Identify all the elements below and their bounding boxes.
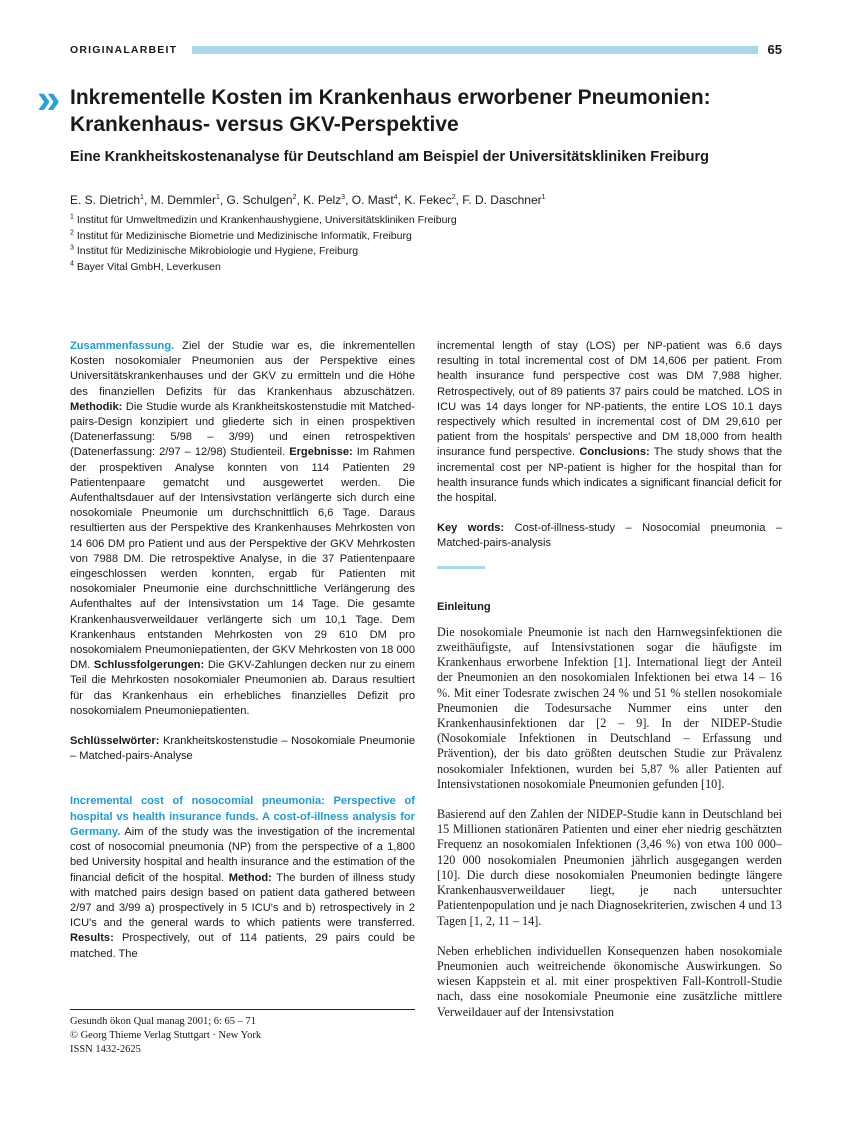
page-number: 65: [767, 42, 782, 57]
author-affiliation-ref: 2: [451, 194, 456, 201]
abstract-conclusions-text: Die GKV-Zahlungen decken nur zu einem Teil die Mehrkosten nosokomialer Pneumonien ab. Daraus resultiert für das Krankenhaus ein erhebliches finanzielles Defizit pro nosokomialem Pneumoniepatienten.: [70, 659, 415, 717]
abstract-english-start: [70, 794, 415, 961]
abstract-conclusions-label-en: Conclusions:: [579, 446, 650, 459]
keywords-label: Schlüsselwörter:: [70, 735, 160, 748]
publication-footer: [70, 1009, 415, 1057]
affiliation-item: $^3$ Institut für Medizinische Mikrobiologie und Hygiene, Freiburg: [70, 244, 359, 257]
article-title: Inkrementelle Kosten im Krankenhaus erworbener Pneumonien: Krankenhaus- versus GKV-Perspektive: [70, 86, 711, 136]
abstract-results-label: Ergebnisse:: [289, 446, 353, 459]
author-affiliation-ref: 1: [541, 194, 546, 201]
citation: Gesundh ökon Qual manag 2001; 6: 65 – 71: [70, 1016, 257, 1027]
author-affiliation-ref: 1: [140, 194, 144, 201]
abstract-method-text: Die Studie wurde als Krankheitskostenstudie mit Matched-pairs-Design konzipiert und gliederte sich in einen prospektiven (Datenerfassung: 5/98 – 3/99) und einen retrospektiven (Datenerfassung: 2/97 – 12/98) Studienteil.: [70, 400, 415, 459]
abstract-method-label: Methodik:: [70, 400, 123, 413]
article-subtitle: Eine Krankheitskostenanalyse für Deutschland am Beispiel der Universitätskliniken Freiburg: [70, 149, 710, 165]
abstract-conclusions-text-en: The study shows that the incremental cost per NP-patient is higher for the hospital than for health insurance funds which indicates a significant financial deficit for the hospital.: [437, 446, 782, 505]
abstract-aim-text: Aim of the study was the investigation of the incremental cost of nosocomial pneumonia (NP) from the perspective of a 1,800 bed University hospital and health insurance and the estimation of the financial deficit of the hospital.: [70, 825, 415, 884]
abstract-summary-text: Ziel der Studie war es, die inkrementellen Kosten nosokomialer Pneumonien aus der Perspektive eines Universitätskrankenhauses und der GKV zu ermitteln und die Höhe des finanziellen Defizits für das Krankenhaus abzuschätzen.: [70, 340, 415, 398]
abstract-results-text-en: incremental length of stay (LOS) per NP-patient was 6.6 days resulting in total incremental cost of DM 14,606 per patient. From health insurance fund perspective cost was DM 7,988 higher. Retrospectively, out of 89 patients 37 pairs could be matched. LOS in ICU was 14 days longer for NP-patients, the entire LOS 10.1 days respectively which resulted in incremental cost of DM 29,610 per patient from the hospitals' perspective and DM 18,000 from health insurance fund perspective.: [437, 340, 782, 459]
abstract-german: [70, 339, 415, 719]
header-rule: [192, 46, 758, 54]
author-affiliation-ref: 1: [215, 194, 220, 201]
abstract-summary-label: Zusammenfassung.: [70, 340, 175, 352]
section-divider: [437, 566, 485, 569]
author-name: E. S. Dietrich: [70, 193, 141, 207]
left-column: [70, 339, 415, 962]
affiliation-list: [70, 213, 790, 275]
author-name: G. Schulgen: [226, 193, 293, 207]
abstract-method-label-en: Method:: [228, 871, 272, 884]
keywords-english: [437, 521, 782, 551]
affiliation-item: $^4$ Bayer Vital GmbH, Leverkusen: [70, 260, 221, 273]
running-header: [70, 44, 782, 58]
body-paragraph: Neben erheblichen individuellen Konsequenzen haben nosokomiale Pneumonien auch weitreichende ökonomische Auswirkungen. So wiesen Kappstein et al. mit einer prospektiven Fall-Kontroll-Studie nach, dass eine nosokomiale Pneumonie eine zusätzliche mittlere Verweildauer auf der Intensivstation: [437, 943, 782, 1019]
abstract-results-label-en: Results:: [70, 932, 114, 945]
author-affiliation-ref: 4: [393, 194, 398, 201]
keywords-german: [70, 734, 415, 764]
author-affiliation-ref: 2: [292, 194, 297, 201]
keywords-label-en: Key words:: [437, 522, 505, 535]
affiliation-item: $^1$ Institut für Umweltmedizin und Krankenhaushygiene, Universitätskliniken Freiburg: [70, 213, 457, 226]
author-name: M. Demmler: [150, 193, 216, 207]
author-affiliation-ref: 3: [341, 194, 346, 201]
issn: ISSN 1432-2625: [70, 1044, 141, 1055]
abstract-method-text-en: The burden of illness study with matched pairs design based on patient data gathered between 2/97 and 3/99 a) prospectively in 5 ICU's and b) retrospectively in 2 ICU's and the general wards to which patients were transferred.: [70, 871, 415, 930]
publisher: © Georg Thieme Verlag Stuttgart · New York: [70, 1030, 262, 1041]
author-name: F. D. Daschner: [462, 193, 542, 207]
author-name: O. Mast: [351, 193, 394, 207]
abstract-results-text: Im Rahmen der prospektiven Analyse konnten von 114 Patienten 29 Patientenpaare gematcht und ausgewertet werden. Die Aufenthaltsdauer auf der Intensivstation verlängerte sich durch eine nosokomiale Pneumonie um durchschnittlich 6,6 Tage. Daraus resultierten aus der Perspektive des Krankenhauses Mehrkosten von 14 606 DM pro Patient und aus der Perspektive der GKV Mehrkosten von 7988 DM. Die retrospektive Analyse, in die 37 Patientenpaare eingeschlossen werden konnten, ergab für Patienten mit nosokomialer Pneumonie eine durchschnittliche Verlängerung des Aufenthaltes auf der Intensivstation um 14 Tage. Die gesamte Krankenhausverweildauer verlängerte sich um 10,1 Tage. Dem Krankenhaus entstanden Mehrkosten von 29 610 DM pro nosokomialem Pneumoniepatienten, der GKV Mehrkosten von 18 000 DM.: [70, 446, 415, 672]
author-name: K. Pelz: [303, 193, 342, 207]
body-paragraph: Basierend auf den Zahlen der NIDEP-Studie kann in Deutschland bei 15 Millionen stationären Patienten und einer eher niedrig geschätzten Frequenz an nosokomialen Infektionen (3,46 %) von etwa 100 000–120 000 nosokomialen Pneumonien jährlich ausgegangen werden [10]. Die durch diese nosokomialen Pneumonien bedingte längere Krankenhausverweildauer liegt, je nach untersuchter Patientenpopulation und je nach Diagnosekriterien, zwischen 4 und 13 Tagen [1, 2, 11 – 14].: [437, 807, 782, 928]
section-heading: Einleitung: [437, 600, 491, 613]
author-list: E. S. Dietrich$^1$, M. Demmler$^1$, G. Schulgen$^2$, K. Pelz$^3$, O. Mast$^4$, K. Fekec$^2$, F. D. Daschner$^1$: [70, 193, 546, 207]
abstract-results-text-en-part1: Prospectively, out of 114 patients, 29 pairs could be matched. The: [70, 932, 415, 960]
quote-mark-icon: »: [37, 75, 57, 122]
keywords-text-en: Cost-of-illness-study – Nosocomial pneumonia – Matched-pairs-analysis: [437, 522, 782, 550]
abstract-conclusions-label: Schlussfolgerungen:: [93, 659, 205, 672]
affiliation-item: $^2$ Institut für Medizinische Biometrie und Medizinische Informatik, Freiburg: [70, 229, 412, 242]
section-label: ORIGINALARBEIT: [70, 44, 178, 56]
english-abstract-title: Incremental cost of nosocomial pneumonia: Perspective of hospital vs health insurance funds. A cost-of-illness analysis for Germany.: [70, 795, 415, 838]
keywords-text: Krankheitskostenstudie – Nosokomiale Pneumonie – Matched-pairs-Analyse: [70, 735, 415, 763]
body-paragraph: Die nosokomiale Pneumonie ist nach den Harnwegsinfektionen die zweithäufigste, auf Intensivstationen sogar die häufigste im Krankenhaus erworbene Infektion [1]. International liegt der Anteil der Pneumonien an den nosokomialen Infektionen bei etwa 14 – 16 %. Mit einer Todesrate zwischen 24 % und 51 % stellen nosokomiale Pneumonien die Todesursache Nummer eins unter den Krankenhausinfektionen dar [2 – 9]. In der NIDEP-Studie (Nosokomiale Infektionen in Deutschland – Erfassung und Prävention), der bis dato größten deutschen Studie zur Prävalenz nosokomialer Infektionen, wurden bei 5,87 % aller Patienten auf Intensivstationen nosokomiale Pneumonien gefunden [10].: [437, 624, 782, 791]
abstract-english-continued: [437, 339, 782, 506]
author-name: K. Fekec: [404, 193, 452, 207]
right-column: [437, 339, 782, 1020]
